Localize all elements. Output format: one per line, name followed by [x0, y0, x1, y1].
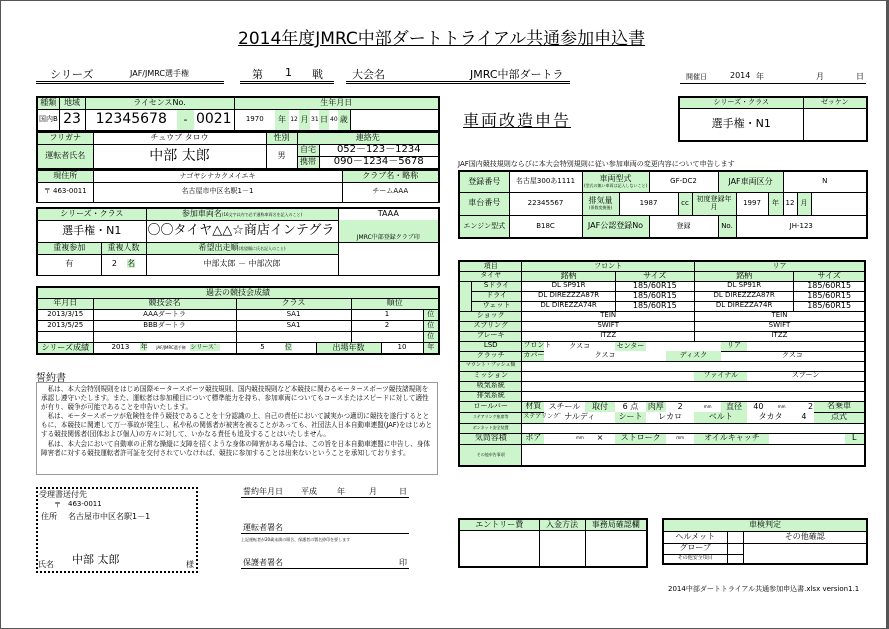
jaf-category-label: JAF車両区分 — [718, 171, 783, 192]
approval-no-label: No. — [718, 215, 736, 238]
receipt-address-label: 住所 — [41, 512, 57, 521]
rollbar-thickness-label: 肉厚 — [646, 401, 666, 412]
guardian-note: 上記運転者が20歳未満の場合、保護者の署名捺印を要します — [241, 537, 351, 542]
address-value[interactable]: 名古屋市中区名駅1－1 — [93, 182, 342, 202]
table-row — [37, 309, 439, 320]
past-class-header: クラス — [236, 298, 351, 309]
home-phone-label: 自宅 — [297, 145, 319, 157]
shock-front[interactable]: TEIN — [522, 311, 695, 321]
lsd-rear-value[interactable] — [747, 341, 865, 351]
oath-paragraph: 私は、本大会特別規則をはじめ国際モータースポーツ競技規則、国内競技規則など本競技に関わるモータースポーツ競技諸規則を承認し遵守いたします。また、運転者は参加種目について標準能力を持ち、参加車両についてもコースまたはスピードに対して適性が有り、競争が可能であることを申告いたします。 — [41, 385, 429, 412]
guardian-signature-label: 保護者署名 — [243, 558, 283, 567]
series-result-year-unit: 年 — [140, 343, 148, 352]
front-tire-brand[interactable]: DL SP91R — [522, 281, 615, 291]
bore-label: ボア — [522, 433, 544, 444]
past-date[interactable]: 2013/3/15 — [37, 309, 93, 320]
safety-items-check[interactable] — [727, 554, 743, 564]
contact-label: 連絡先 — [297, 133, 439, 145]
lsd-front-label: フロント — [523, 341, 552, 350]
oath-title: 誓約書 — [36, 373, 66, 384]
round-suffix: 戦 — [312, 68, 323, 81]
rollbar-diameter-unit: mm — [777, 403, 786, 409]
class-label: シリーズ・クラス — [37, 208, 146, 220]
stroke-label: ストローク — [615, 433, 666, 444]
past-rank[interactable] — [351, 331, 423, 342]
club-stamp-box[interactable] — [338, 242, 439, 275]
jaf-category-value[interactable]: N — [783, 171, 867, 192]
series-field[interactable] — [36, 62, 224, 84]
item-label: 項目 — [459, 261, 522, 271]
series-result-series-word: シリース゛ — [190, 344, 221, 352]
class-number-table — [678, 96, 868, 142]
order-header — [146, 242, 338, 254]
bore-times: × — [596, 433, 604, 443]
bonnet-label: ボンネット安全装置 — [459, 423, 522, 433]
past-name-header: 競技会名 — [93, 298, 236, 309]
past-rank-unit: 位 — [423, 320, 439, 331]
first-registration-year-unit: 年 — [768, 192, 783, 215]
postal-value: 463-0011 — [53, 187, 87, 196]
type-label: 種類 — [37, 97, 59, 109]
driver-info-table — [36, 96, 440, 132]
clutch-cover-value[interactable]: クスコ — [594, 351, 616, 360]
round-number: 1 — [285, 66, 292, 79]
guardian-signature-field[interactable] — [241, 556, 409, 569]
driver-name-value[interactable]: 中部 太郎 — [93, 145, 266, 169]
rollbar-diameter-label: 直径 — [721, 401, 747, 412]
first-registration-year[interactable]: 1997 — [736, 192, 768, 215]
other-check-value[interactable] — [743, 543, 867, 564]
receipt-postal-value: 463-0011 — [68, 500, 102, 508]
event-field[interactable] — [346, 62, 570, 84]
table-row — [37, 331, 439, 342]
club-stamp-label: JMRC中部登録クラブ印 — [338, 220, 439, 242]
displacement-value[interactable]: 1987 — [619, 192, 678, 215]
rollbar-seat-capacity[interactable]: 2 — [808, 401, 814, 411]
birth-day-unit: 日 — [319, 109, 329, 131]
spring-label: スプリング — [459, 321, 522, 331]
brake-label: ブレーキ — [459, 331, 522, 341]
displacement-label: 排気量 — [588, 196, 613, 206]
round-prefix: 第 — [252, 68, 263, 81]
age-value[interactable]: 40 — [330, 115, 338, 123]
first-registration-month-unit: 月 — [797, 192, 811, 215]
final-value[interactable]: スプーン — [747, 371, 865, 381]
oil-catch-label: オイルキャッチ — [694, 433, 769, 444]
lsd-rear-label: リア — [721, 341, 747, 351]
front-tire-size[interactable]: 185/60R15 — [615, 301, 694, 311]
clutch-cover-label: カバー — [523, 351, 545, 360]
tire-type: Sドライ — [471, 281, 522, 291]
payment-method-label: 入金方法 — [539, 519, 585, 530]
gender-value[interactable]: 男 — [266, 145, 297, 169]
rollbar-material-value[interactable]: スチール — [548, 401, 581, 411]
chassis-label: 車台番号 — [459, 192, 509, 215]
model-label: 車両型式 — [599, 174, 632, 184]
duplicate-count[interactable] — [101, 254, 146, 275]
clutch-disc-value[interactable]: クスコ — [721, 351, 865, 361]
past-class[interactable] — [236, 331, 351, 342]
class-box-value[interactable]: 選手権・N1 — [679, 108, 803, 141]
oil-catch-unit: L — [845, 433, 865, 444]
jaf-approval-value[interactable]: 登録 — [649, 215, 718, 238]
oath-text — [36, 382, 438, 475]
brake-rear[interactable]: ITZZ — [694, 331, 865, 341]
rear-tire-size[interactable]: 185/60R15 — [794, 281, 865, 291]
address-table — [36, 169, 440, 203]
date-label: 開催日 — [686, 73, 707, 81]
table-row — [37, 320, 439, 331]
mission-label: ミッション — [459, 371, 522, 381]
series-result-detail[interactable] — [93, 342, 236, 354]
rollbar-mount-unit: 点 — [630, 401, 639, 411]
rear-tire-brand[interactable]: DL SP91R — [694, 281, 793, 291]
clutch-label: クラッチ — [459, 351, 522, 361]
duplicate-count-value: 2 — [111, 259, 117, 269]
shock-label: ショック — [459, 311, 522, 321]
other-declaration-value[interactable] — [522, 444, 865, 466]
seal-mark: 印 — [399, 558, 407, 567]
postal-mark: 〒 — [43, 187, 51, 196]
oath-date-era: 平成 — [301, 487, 317, 496]
number-box-value[interactable] — [803, 108, 867, 141]
seat-label: シート — [615, 412, 645, 423]
document-title: 2014年度JMRC中部ダートトライアル共通参加申込書 — [238, 29, 646, 49]
mobile-phone-value[interactable]: 090－1234－5678 — [319, 157, 439, 169]
rear-tire-size[interactable]: 185/60R15 — [794, 301, 865, 311]
age-unit: 歳 — [338, 109, 350, 131]
past-rank-unit: 位 — [423, 309, 439, 320]
receipt-name-label: 氏名 — [38, 560, 54, 569]
event-date-field[interactable] — [680, 70, 866, 84]
engine-value[interactable]: B18C — [509, 215, 582, 238]
modification-title: 車両改造申告 — [463, 111, 572, 130]
belt-label: ベルト — [694, 412, 747, 423]
table-row — [459, 301, 865, 311]
mount-value[interactable] — [522, 361, 865, 371]
chassis-value[interactable]: 22345567 — [509, 192, 582, 215]
modification-intro: JAF国内競技規則ならびに本大会特別規則に従い参加車両の変更内容について申告します — [458, 160, 735, 168]
entry-fee-label: エントリー費 — [459, 519, 539, 530]
series-label: シリーズ — [50, 68, 94, 81]
birth-month[interactable]: 12 — [290, 115, 298, 123]
office-table — [458, 518, 648, 568]
spring-front[interactable]: SWIFT — [522, 321, 695, 331]
address-label: 現住所 — [37, 170, 93, 182]
duplicate-label: 重複参加 — [37, 242, 101, 254]
address-kana[interactable]: ナゴヤシナカクメイエキ — [93, 170, 342, 182]
past-class[interactable]: SA1 — [236, 320, 351, 331]
duplicate-value[interactable]: 有 — [37, 254, 101, 275]
series-value: JAF/JMRC選手権 — [130, 69, 189, 78]
oath-date-month-unit: 月 — [369, 487, 377, 496]
file-version-footer: 2014中部ダートトライアル共通参加申込書.xlsx version1.1 — [668, 585, 860, 593]
rear-brand-label: 銘柄 — [694, 271, 793, 281]
jaf-approval-label: JAF公認登録No — [582, 215, 649, 238]
rollbar-mount-value: 6 — [622, 401, 628, 411]
past-date[interactable] — [37, 331, 93, 342]
series-result-series-name: JAF/JMRC選手権 — [156, 345, 186, 351]
displacement-unit: cc — [678, 192, 692, 215]
series-result-rank-unit: 位 — [284, 343, 292, 352]
registration-label: 登録番号 — [459, 171, 509, 192]
past-results-title: 過去の競技会成績 — [37, 287, 439, 298]
car-name-header — [146, 208, 338, 220]
receipt-name-value: 中部 太郎 — [72, 553, 120, 566]
brake-front[interactable]: ITZZ — [522, 331, 695, 341]
lsd-front-value[interactable]: クスコ — [569, 341, 591, 350]
series-result-year: 2013 — [111, 343, 130, 352]
lsd-center-value[interactable] — [646, 341, 721, 351]
round-field[interactable] — [240, 62, 334, 84]
rear-tire-brand[interactable]: DL DIREZZZA87R — [694, 291, 793, 301]
home-phone-value[interactable]: 052－123－1234 — [319, 145, 439, 157]
rear-tire-size[interactable]: 185/60R15 — [794, 291, 865, 301]
driver-name-label: 運転者氏名 — [37, 145, 93, 169]
car-name-note: (16文字以内で必ず通称車両名を記入のこと) — [221, 212, 303, 218]
event-value: JMRC中部ダートラ — [470, 68, 564, 81]
series-result-rank[interactable] — [236, 342, 316, 354]
registration-value[interactable]: 名古屋300あ1111 — [509, 171, 582, 192]
intake-value[interactable] — [522, 381, 865, 391]
club-label: クラブ名・略称 — [342, 170, 439, 182]
past-rank[interactable]: 1 — [351, 309, 423, 320]
date-year: 2014 — [730, 71, 751, 80]
years-label: 出場年数 — [316, 342, 381, 354]
date-year-unit: 年 — [756, 72, 764, 81]
series-result-rank-value: 5 — [260, 343, 265, 352]
mission-value[interactable] — [522, 371, 695, 381]
past-name[interactable]: BBBダートラ — [93, 320, 236, 331]
rollbar-seat-unit: 名乗車 — [814, 401, 865, 412]
engine-label: エンジン型式 — [459, 215, 509, 238]
duplicate-count-label: 重複人数 — [101, 242, 146, 254]
past-date[interactable]: 2013/5/25 — [37, 320, 93, 331]
number-box-label: ゼッケン — [803, 97, 867, 108]
front-tire-size[interactable]: 185/60R15 — [615, 291, 694, 301]
oil-catch-value[interactable] — [769, 433, 844, 444]
duplicate-unit: 名 — [127, 259, 136, 269]
bonnet-value[interactable] — [522, 423, 865, 433]
tire-type: ウェット — [471, 301, 522, 311]
intake-label: 吸気系統 — [459, 381, 522, 391]
birth-label: 生年月日 — [234, 97, 439, 109]
office-check-label: 事務局確認欄 — [585, 519, 647, 530]
tire-group-marker — [459, 281, 471, 311]
inspection-title: 車検判定 — [663, 519, 867, 531]
oath-date-field[interactable] — [241, 485, 409, 498]
gender-label: 性別 — [266, 133, 297, 145]
first-registration-month[interactable]: 12 — [783, 192, 797, 215]
approval-no-value[interactable]: JH-123 — [736, 215, 867, 238]
birth-day[interactable]: 31 — [311, 115, 319, 123]
rollbar-mount-label: 取付 — [585, 401, 615, 412]
date-day-unit: 日 — [856, 72, 864, 81]
table-row — [459, 281, 865, 291]
oath-paragraph: 私は、本大会において自動車の正常な操縦に支障を招くような身体の障害がある場合は、この旨を日本自動車連盟に申告し、身体障害者に対する競技運転者許可証を交付されていなければ、競技に参加することは出来ないということを承知しております。 — [41, 439, 431, 457]
inspection-table — [662, 518, 868, 565]
front-tire-size[interactable]: 185/60R15 — [615, 281, 694, 291]
license-dash: - — [177, 109, 194, 131]
steering-value[interactable]: ナルディ — [564, 412, 596, 422]
past-date-header: 年月日 — [37, 298, 93, 309]
birth-month-unit: 月 — [299, 109, 310, 131]
car-name-label: 参加車両名 — [181, 209, 222, 219]
model-note: (型式の無い車両は記入しないこと) — [583, 182, 648, 188]
order-note: (希望順に氏名記入のこと) — [238, 245, 286, 251]
rollbar-label: ロールバー — [459, 401, 522, 412]
table-row — [459, 291, 865, 301]
years-unit: 年 — [423, 342, 439, 354]
past-rank-header: 順位 — [351, 298, 439, 309]
glove-label: グローブ — [663, 543, 727, 554]
rollbar-thickness-unit: mm — [703, 403, 712, 409]
past-rank-unit: 位 — [423, 331, 439, 342]
driver-signature-label: 運転者署名 — [243, 523, 283, 532]
birth-year[interactable]: 1970 — [234, 109, 275, 131]
area-value[interactable]: 23 — [59, 109, 85, 131]
belt-points-unit: 点式 — [814, 412, 865, 423]
birth-year-unit: 年 — [275, 109, 289, 131]
front-brand-label: 銘柄 — [522, 271, 615, 281]
club-abbr[interactable]: TAAA — [338, 208, 439, 220]
other-check-label: その他確認 — [743, 531, 867, 543]
other-declaration-label: その他申告事項 — [459, 444, 522, 466]
belt-points[interactable]: 4 — [801, 412, 807, 422]
past-results-table — [36, 286, 440, 355]
exhaust-label: 排気系統 — [459, 391, 522, 401]
cylinder-label: 気筒容積 — [459, 433, 522, 444]
payment-method-value[interactable] — [539, 530, 585, 567]
license-sub[interactable]: 0021 — [194, 109, 234, 131]
shock-rear[interactable]: TEIN — [694, 311, 865, 321]
club-value[interactable]: チームAAA — [342, 182, 439, 202]
order-label: 希望出走順 — [198, 242, 239, 252]
rear-label: リア — [694, 261, 865, 271]
receipt-address-box[interactable] — [36, 487, 198, 573]
receipt-honorific: 様 — [186, 560, 194, 569]
front-size-label: サイズ — [615, 271, 694, 281]
order-value[interactable]: 中部太郎 － 中部次郎 — [146, 254, 338, 275]
rollbar-thickness-value[interactable]: 2 — [677, 401, 683, 411]
postal-code[interactable] — [37, 182, 93, 202]
license-main[interactable]: 12345678 — [85, 109, 177, 131]
displacement-note: (係数変換後) — [588, 204, 613, 210]
stroke-unit: mm — [676, 435, 685, 441]
class-value[interactable]: 選手権・N1 — [37, 220, 146, 242]
belt-value[interactable]: タカタ — [758, 412, 783, 422]
tire-label: タイヤ — [459, 271, 522, 281]
mount-label: マウント・ブッシュ類 — [459, 361, 522, 371]
helmet-check[interactable] — [727, 531, 743, 543]
front-label: フロント — [522, 261, 695, 271]
glove-check[interactable] — [727, 543, 743, 554]
rear-tire-brand[interactable]: DL DIREZZA74R — [694, 301, 793, 311]
series-result-label: シリーズ成績 — [37, 342, 93, 354]
oath-date-year-unit: 年 — [337, 487, 345, 496]
displacement-header — [582, 192, 619, 215]
rollbar-mount-points[interactable] — [615, 401, 645, 412]
front-tire-brand[interactable]: DL DIREZZZA87R — [522, 291, 615, 301]
bore-unit: mm — [576, 435, 584, 441]
mobile-phone-label: 携帯 — [297, 157, 319, 169]
receipt-title: 受理書送付先 — [39, 490, 87, 499]
model-header — [582, 171, 649, 192]
years-value[interactable]: 10 — [381, 342, 423, 354]
car-name-value[interactable]: 〇〇タイヤ△△☆商店インテグラ — [146, 220, 338, 242]
past-class[interactable]: SA1 — [236, 309, 351, 320]
vehicle-class-table — [36, 207, 440, 276]
furigana-label: フリガナ — [37, 133, 93, 145]
clutch-disc-label: ディスク — [666, 351, 721, 361]
rear-size-label: サイズ — [794, 271, 865, 281]
front-tire-brand[interactable]: DL DIREZZA74R — [522, 301, 615, 311]
entry-fee-value[interactable] — [459, 530, 539, 567]
office-check-value[interactable] — [585, 530, 647, 567]
area-label: 地域 — [59, 97, 85, 109]
first-registration-label: 初度登録年月 — [692, 192, 736, 215]
lsd-label: LSD — [459, 341, 522, 351]
oath-date-label: 誓約年月日 — [243, 487, 283, 496]
vehicle-table — [458, 170, 868, 239]
class-box-label: シリーズ・クラス — [679, 97, 803, 108]
steering-label: ステアリング゛ — [522, 412, 544, 423]
event-label: 大会名 — [352, 68, 385, 81]
safety-items-label: その他安全項目 — [663, 554, 727, 564]
spring-rear[interactable]: SWIFT — [694, 321, 865, 331]
rollbar-diameter-value[interactable]: 40 — [753, 401, 764, 411]
steering-seat-label: ステアリング座席等 — [459, 412, 522, 423]
seat-value[interactable]: レカロ — [658, 412, 683, 422]
type-value[interactable]: 国内B — [37, 109, 59, 131]
model-value[interactable]: GF-DC2 — [649, 171, 718, 192]
tire-type: ドライ — [471, 291, 522, 301]
lsd-center-label: センター — [616, 341, 645, 350]
helmet-label: ヘルメット — [663, 531, 727, 543]
date-month-unit: 月 — [816, 72, 824, 81]
receipt-address-value: 名古屋市中区名駅1－1 — [68, 512, 151, 521]
past-rank[interactable]: 2 — [351, 320, 423, 331]
receipt-postal-mark: 〒 — [54, 501, 61, 509]
driver-name-table — [36, 132, 440, 169]
oath-paragraph: 私は、モータースポーツが危険性を伴う競技であることを十分認識の上、自己の責任において誠実かつ適切に競技を遂行するとともに、本競技に関連して万一事故が発生し、私や私の関係者が被害を被ることがあっても、社団法人日本自動車連盟(JAF)をはじめとする競技関係者(団体および個人)の方々に対して、いかなる責任も追及することはいたしません。 — [41, 412, 433, 439]
oath-date-day-unit: 日 — [399, 487, 407, 496]
rollbar-material-label: 材質 — [522, 401, 544, 412]
exhaust-value[interactable] — [522, 391, 865, 401]
driver-signature-field[interactable] — [241, 521, 409, 534]
past-name[interactable]: AAAダートラ — [93, 309, 236, 320]
final-label: ファイナル — [694, 371, 747, 381]
furigana-value[interactable]: チュウブ タロウ — [93, 133, 266, 145]
parts-table — [458, 260, 866, 467]
past-name[interactable] — [93, 331, 236, 342]
license-label: ライセンスNo. — [85, 97, 234, 109]
